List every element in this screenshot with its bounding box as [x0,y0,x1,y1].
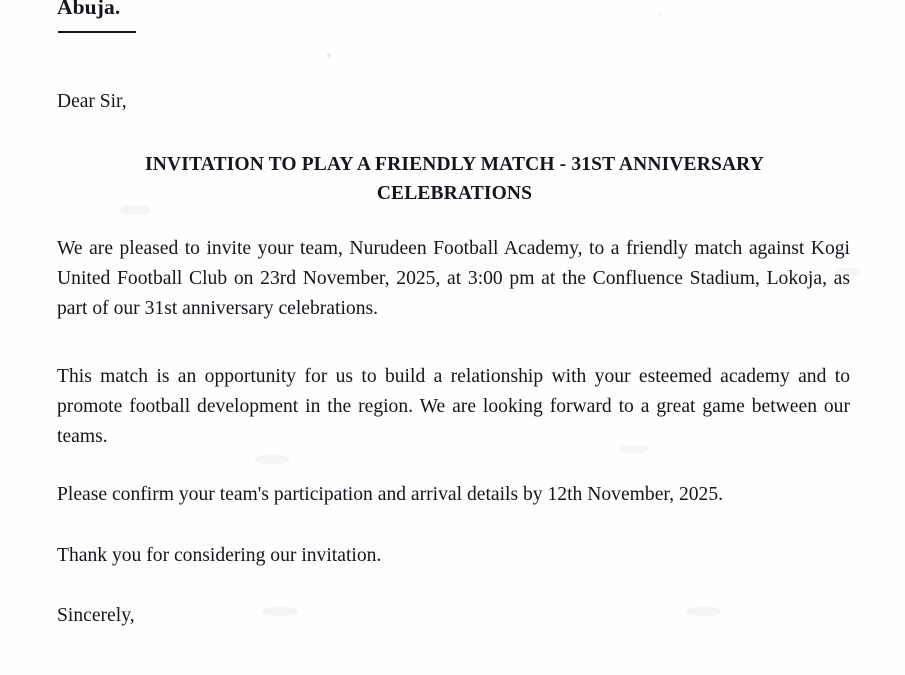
paragraph-confirmation: Please confirm your team's participation and arrival details by 12th November, 2025. [57,484,724,505]
paragraph-invitation: We are pleased to invite your team, Nurudeen Football Academy, to a friendly match against Kogi United Football Club on 23rd November, 2025, at 3:00 pm at the Confluence Stadium, Lokoja, as part of our 31st anniversary celebrations. [57,238,850,319]
subject-heading [57,150,852,209]
paragraph-purpose: This match is an opportunity for us to build a relationship with your esteemed academy and to promote football development in the region. We are looking forward to a great game between our teams. [57,366,850,447]
paragraph-thanks: Thank you for considering our invitation. [57,545,382,566]
subject-line-2: CELEBRATIONS [376,183,533,205]
address-underline [58,31,136,33]
closing: Sincerely, [57,605,135,626]
salutation: Dear Sir, [57,91,127,112]
subject-line-1: INVITATION TO PLAY A FRIENDLY MATCH - 31ST ANNIVERSARY [145,154,764,175]
paper-smudge [255,455,289,464]
address-last-line: Abuja. [57,0,121,19]
paper-speck [659,13,662,16]
paper-speck [327,53,331,58]
